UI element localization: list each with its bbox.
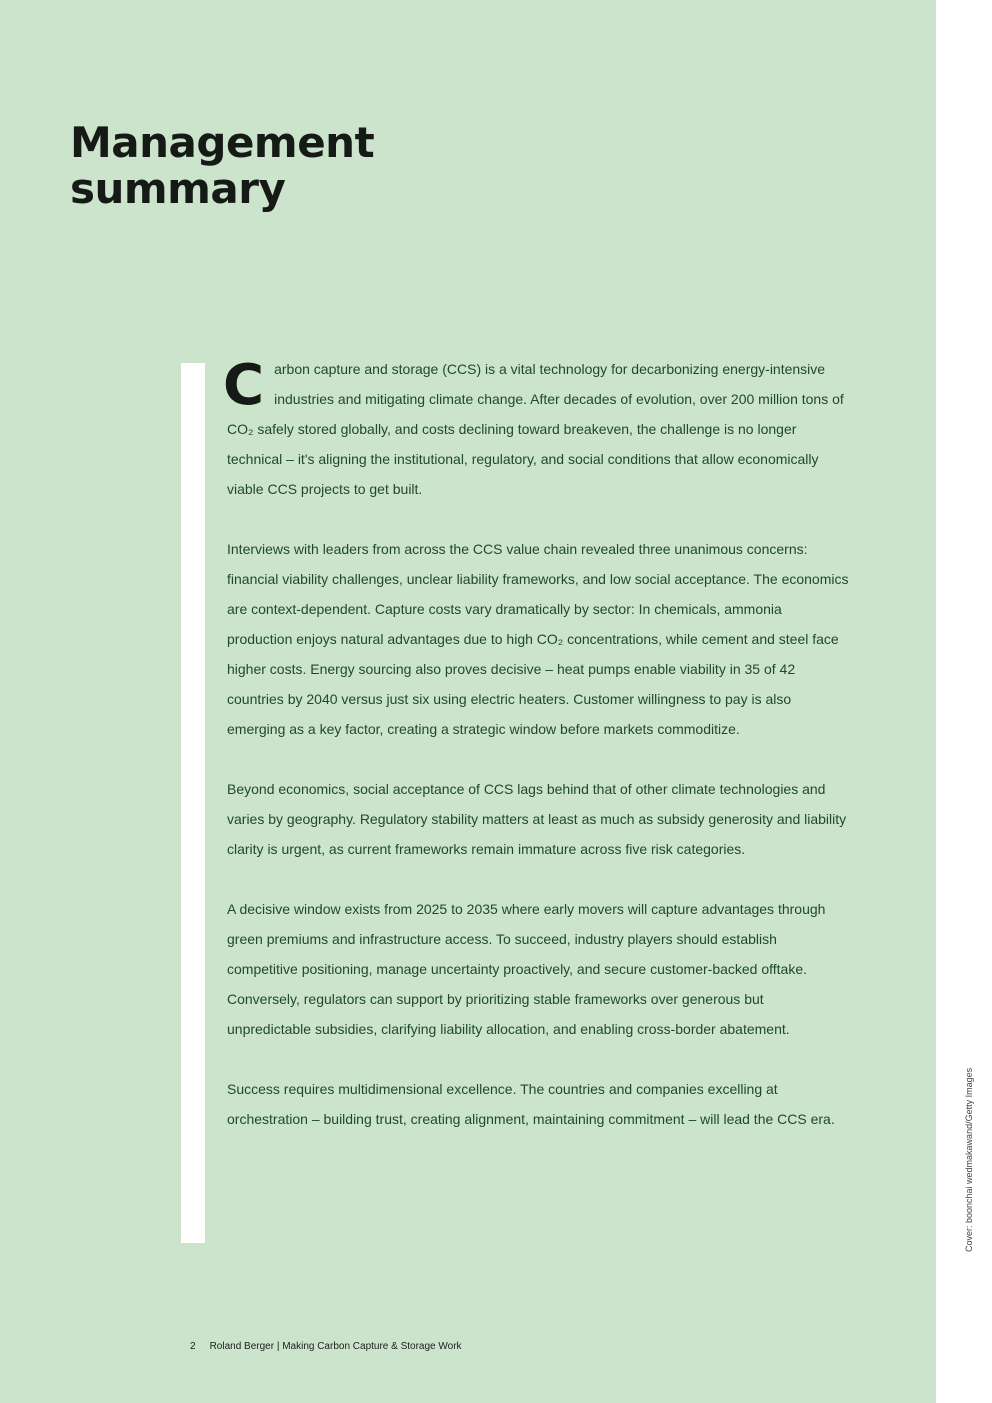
drop-cap: C [223,353,265,418]
summary-body [223,353,849,1164]
paragraph-5: Success requires multidimensional excellence. The countries and companies excelling at orchestration – building trust, creating alignment, maintaining commitment – will lead the CCS era. [227,1081,835,1127]
accent-bar [181,363,205,1243]
paragraph-4: A decisive window exists from 2025 to 2035 where early movers will capture advantages through green premiums and infrastructure access. To succeed, industry players should establish competitive positioning, manage uncertainty proactively, and secure customer-backed offtake. Conversely, regulators can support by prioritizing stable frameworks over generous but unpredictable subsidies, clarifying liability allocation, and enabling cross-border abatement. [227,901,826,1037]
paragraph-3: Beyond economics, social acceptance of CCS lags behind that of other climate technologies and varies by geography. Regulatory stability matters at least as much as subsidy generosity and liability clarity is urgent, as current frameworks remain immature across five risk categories. [227,781,847,857]
page-number: 2 [190,1341,196,1352]
footer-publisher: Roland Berger | Making Carbon Capture & Storage Work [209,1341,462,1352]
paragraph-1 [223,353,849,504]
photo-credit: Cover: boonchai wedmakawand/Getty Images [964,1068,974,1253]
page-footer [190,1341,462,1352]
title-line-2: summary [70,164,286,213]
title-line-1: Management [70,118,375,167]
paragraph-2: Interviews with leaders from across the CCS value chain revealed three unanimous concerns: financial viability challenges, unclear liability frameworks, and low social acceptance. The economics are context-dependent. Capture costs vary dramatically by sector: In chemicals, ammonia production enjoys natural advantages due to high CO₂ concentrations, while cement and steel face higher costs. Energy sourcing also proves decisive – heat pumps enable viability in 35 of 42 countries by 2040 versus just six using electric heaters. Customer willingness to pay is also emerging as a key factor, creating a strategic window before markets commoditize. [227,541,849,737]
paragraph-1-text: arbon capture and storage (CCS) is a vital technology for decarbonizing energy-intensive industries and mitigating climate change. After decades of evolution, over 200 million tons of CO₂ safely stored globally, and costs declining toward breakeven, the challenge is no longer technical – it's aligning the institutional, regulatory, and social conditions that allow economically viable CCS projects to get built. [227,361,844,497]
page-title [70,120,374,212]
